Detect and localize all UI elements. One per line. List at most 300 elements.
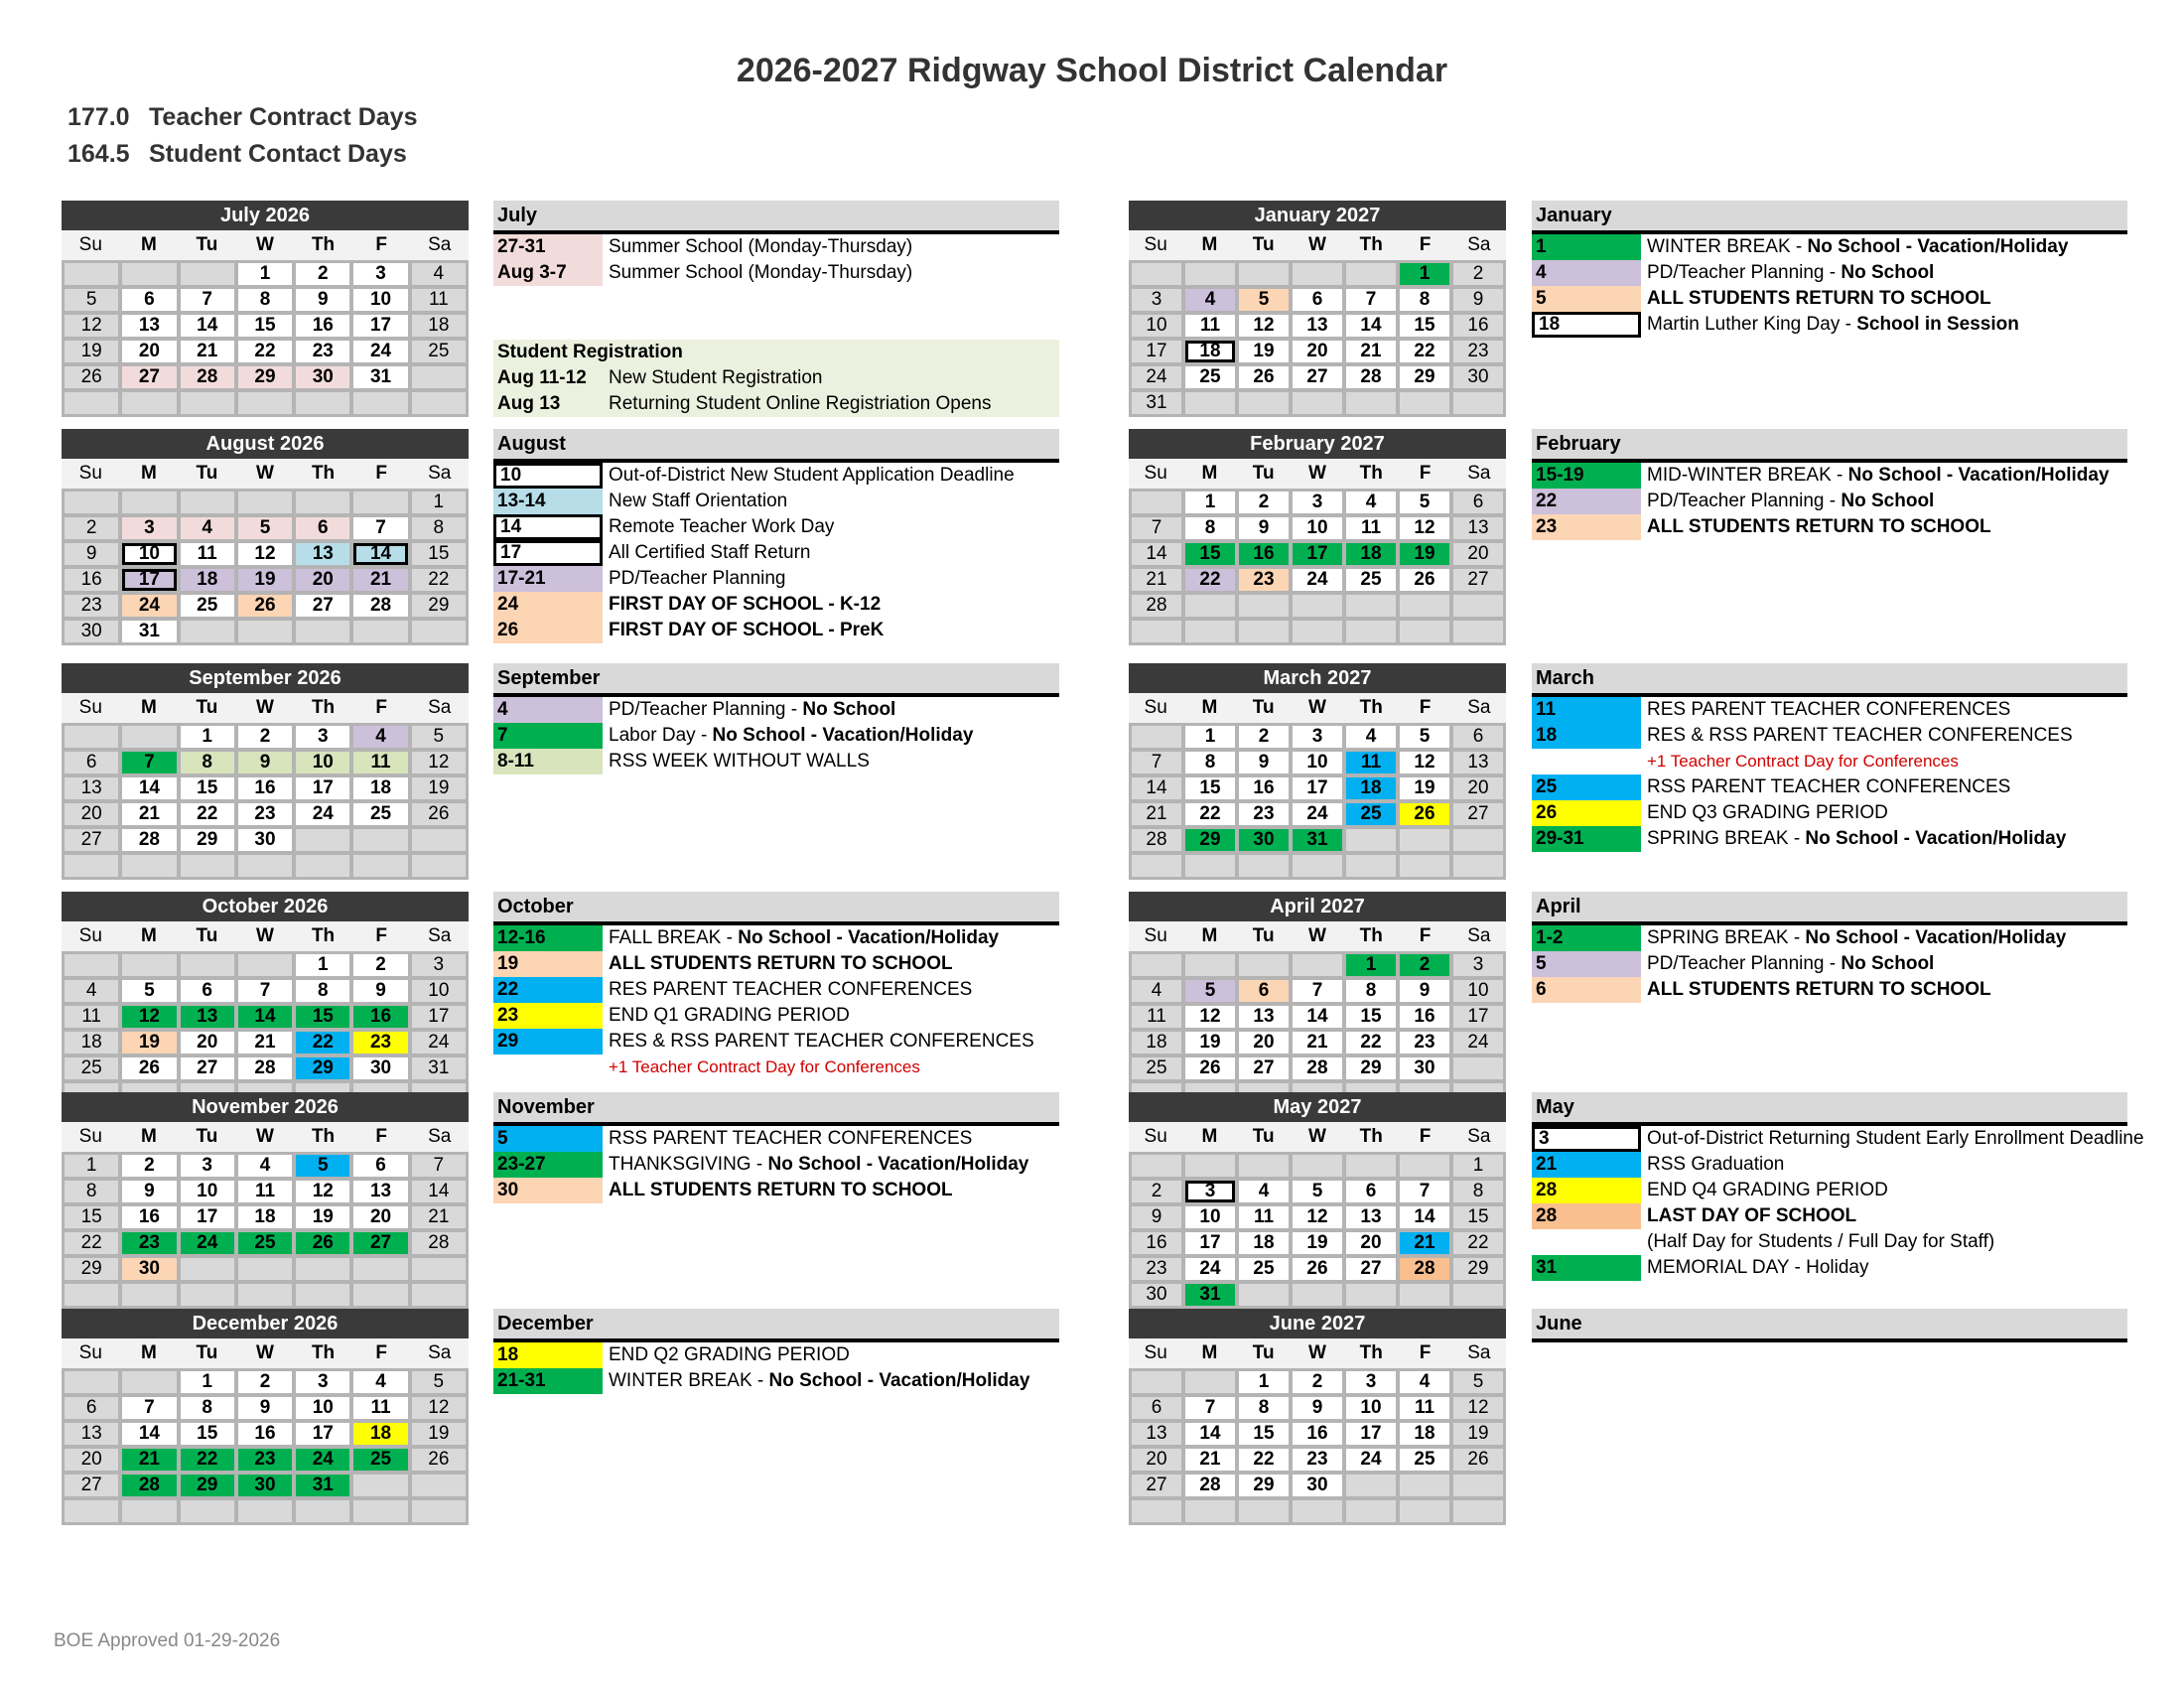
day-cell[interactable]: 9	[1453, 289, 1503, 311]
day-cell[interactable]: 5	[122, 980, 176, 1002]
day-cell[interactable]: 25	[65, 1057, 118, 1079]
day-cell[interactable]: 4	[1400, 1371, 1449, 1393]
day-cell[interactable]: 11	[1400, 1397, 1449, 1419]
day-cell[interactable]: 10	[353, 289, 407, 311]
day-cell[interactable]: 18	[1239, 1232, 1289, 1254]
day-cell[interactable]: 16	[353, 1006, 407, 1028]
day-cell[interactable]: 19	[1400, 543, 1449, 565]
day-cell[interactable]: 9	[1400, 980, 1449, 1002]
day-cell[interactable]: 2	[122, 1155, 176, 1177]
day-cell[interactable]: 9	[353, 980, 407, 1002]
day-cell[interactable]: 19	[238, 569, 292, 591]
day-cell[interactable]: 31	[296, 1475, 349, 1496]
day-cell[interactable]: 27	[1453, 569, 1503, 591]
day-cell[interactable]: 30	[1400, 1057, 1449, 1079]
day-cell[interactable]: 23	[238, 1449, 292, 1471]
day-cell[interactable]: 9	[1239, 517, 1289, 539]
day-cell[interactable]: 7	[1293, 980, 1342, 1002]
day-cell[interactable]: 26	[65, 366, 118, 388]
day-cell[interactable]: 12	[238, 543, 292, 565]
day-cell[interactable]: 28	[1132, 595, 1181, 617]
day-cell[interactable]: 28	[353, 595, 407, 617]
day-cell[interactable]: 3	[412, 954, 466, 976]
day-cell[interactable]: 1	[1185, 726, 1235, 748]
day-cell[interactable]: 26	[412, 803, 466, 825]
day-cell[interactable]: 24	[353, 341, 407, 362]
day-cell[interactable]: 7	[353, 517, 407, 539]
day-cell[interactable]: 11	[1185, 315, 1235, 337]
day-cell[interactable]: 14	[122, 1423, 176, 1445]
day-cell[interactable]: 25	[1346, 803, 1396, 825]
day-cell[interactable]: 10	[412, 980, 466, 1002]
day-cell[interactable]: 21	[1132, 803, 1181, 825]
day-cell[interactable]: 23	[1239, 803, 1289, 825]
day-cell[interactable]: 3	[296, 726, 349, 748]
day-cell[interactable]: 30	[122, 1258, 176, 1280]
day-cell[interactable]: 23	[1453, 341, 1503, 362]
day-cell[interactable]: 9	[1132, 1206, 1181, 1228]
day-cell[interactable]: 10	[1293, 517, 1342, 539]
day-cell[interactable]: 21	[1400, 1232, 1449, 1254]
day-cell[interactable]: 20	[181, 1032, 234, 1054]
day-cell[interactable]: 2	[1132, 1181, 1181, 1202]
day-cell[interactable]: 19	[1400, 777, 1449, 799]
day-cell[interactable]: 15	[181, 777, 234, 799]
day-cell[interactable]: 3	[181, 1155, 234, 1177]
day-cell[interactable]: 7	[122, 1397, 176, 1419]
day-cell[interactable]: 29	[1400, 366, 1449, 388]
day-cell[interactable]: 12	[412, 752, 466, 774]
day-cell[interactable]: 24	[1293, 803, 1342, 825]
day-cell[interactable]: 26	[238, 595, 292, 617]
day-cell[interactable]: 16	[1293, 1423, 1342, 1445]
day-cell[interactable]: 12	[65, 315, 118, 337]
day-cell[interactable]: 22	[181, 1449, 234, 1471]
day-cell[interactable]: 4	[238, 1155, 292, 1177]
day-cell[interactable]: 30	[238, 1475, 292, 1496]
day-cell[interactable]: 14	[412, 1181, 466, 1202]
day-cell[interactable]: 10	[181, 1181, 234, 1202]
day-cell[interactable]: 8	[1239, 1397, 1289, 1419]
day-cell[interactable]: 26	[1185, 1057, 1235, 1079]
day-cell[interactable]: 9	[122, 1181, 176, 1202]
day-cell[interactable]: 18	[181, 569, 234, 591]
day-cell[interactable]: 18	[353, 777, 407, 799]
day-cell[interactable]: 5	[296, 1155, 349, 1177]
day-cell[interactable]: 19	[412, 1423, 466, 1445]
day-cell[interactable]: 11	[1346, 517, 1396, 539]
day-cell[interactable]: 20	[296, 569, 349, 591]
day-cell[interactable]: 25	[1400, 1449, 1449, 1471]
day-cell[interactable]: 1	[1453, 1155, 1503, 1177]
day-cell[interactable]: 10	[122, 543, 176, 565]
day-cell[interactable]: 11	[412, 289, 466, 311]
day-cell[interactable]: 17	[412, 1006, 466, 1028]
day-cell[interactable]: 5	[412, 1371, 466, 1393]
day-cell[interactable]: 23	[1239, 569, 1289, 591]
day-cell[interactable]: 4	[1185, 289, 1235, 311]
day-cell[interactable]: 25	[353, 803, 407, 825]
day-cell[interactable]: 22	[1185, 803, 1235, 825]
day-cell[interactable]: 14	[353, 543, 407, 565]
day-cell[interactable]: 26	[296, 1232, 349, 1254]
day-cell[interactable]: 12	[412, 1397, 466, 1419]
day-cell[interactable]: 15	[65, 1206, 118, 1228]
day-cell[interactable]: 23	[1293, 1449, 1342, 1471]
day-cell[interactable]: 25	[1185, 366, 1235, 388]
day-cell[interactable]: 15	[1239, 1423, 1289, 1445]
day-cell[interactable]: 17	[1453, 1006, 1503, 1028]
day-cell[interactable]: 24	[1346, 1449, 1396, 1471]
day-cell[interactable]: 9	[65, 543, 118, 565]
day-cell[interactable]: 27	[181, 1057, 234, 1079]
day-cell[interactable]: 27	[1346, 1258, 1396, 1280]
day-cell[interactable]: 12	[1400, 517, 1449, 539]
day-cell[interactable]: 6	[65, 1397, 118, 1419]
day-cell[interactable]: 15	[1400, 315, 1449, 337]
day-cell[interactable]: 17	[296, 1423, 349, 1445]
day-cell[interactable]: 31	[353, 366, 407, 388]
day-cell[interactable]: 10	[1346, 1397, 1396, 1419]
day-cell[interactable]: 20	[1346, 1232, 1396, 1254]
day-cell[interactable]: 31	[1185, 1284, 1235, 1306]
day-cell[interactable]: 18	[1346, 543, 1396, 565]
day-cell[interactable]: 8	[181, 1397, 234, 1419]
day-cell[interactable]: 7	[1346, 289, 1396, 311]
day-cell[interactable]: 13	[353, 1181, 407, 1202]
day-cell[interactable]: 18	[1132, 1032, 1181, 1054]
day-cell[interactable]: 2	[1239, 492, 1289, 513]
day-cell[interactable]: 24	[1132, 366, 1181, 388]
day-cell[interactable]: 1	[1185, 492, 1235, 513]
day-cell[interactable]: 15	[1185, 543, 1235, 565]
day-cell[interactable]: 10	[1185, 1206, 1235, 1228]
day-cell[interactable]: 27	[1293, 366, 1342, 388]
day-cell[interactable]: 22	[1400, 341, 1449, 362]
day-cell[interactable]: 25	[1239, 1258, 1289, 1280]
day-cell[interactable]: 29	[1453, 1258, 1503, 1280]
day-cell[interactable]: 4	[181, 517, 234, 539]
day-cell[interactable]: 30	[1293, 1475, 1342, 1496]
day-cell[interactable]: 12	[296, 1181, 349, 1202]
day-cell[interactable]: 30	[1132, 1284, 1181, 1306]
day-cell[interactable]: 9	[296, 289, 349, 311]
day-cell[interactable]: 11	[65, 1006, 118, 1028]
day-cell[interactable]: 3	[296, 1371, 349, 1393]
day-cell[interactable]: 12	[1239, 315, 1289, 337]
day-cell[interactable]: 21	[122, 803, 176, 825]
day-cell[interactable]: 19	[1453, 1423, 1503, 1445]
day-cell[interactable]: 12	[1293, 1206, 1342, 1228]
day-cell[interactable]: 23	[296, 341, 349, 362]
day-cell[interactable]: 13	[296, 543, 349, 565]
day-cell[interactable]: 5	[1185, 980, 1235, 1002]
day-cell[interactable]: 23	[65, 595, 118, 617]
day-cell[interactable]: 24	[122, 595, 176, 617]
day-cell[interactable]: 11	[353, 752, 407, 774]
day-cell[interactable]: 20	[1453, 777, 1503, 799]
day-cell[interactable]: 19	[1293, 1232, 1342, 1254]
day-cell[interactable]: 22	[238, 341, 292, 362]
day-cell[interactable]: 6	[1293, 289, 1342, 311]
day-cell[interactable]: 23	[238, 803, 292, 825]
day-cell[interactable]: 28	[122, 829, 176, 851]
day-cell[interactable]: 27	[1239, 1057, 1289, 1079]
day-cell[interactable]: 28	[122, 1475, 176, 1496]
day-cell[interactable]: 25	[353, 1449, 407, 1471]
day-cell[interactable]: 20	[1132, 1449, 1181, 1471]
day-cell[interactable]: 1	[1346, 954, 1396, 976]
day-cell[interactable]: 29	[181, 829, 234, 851]
day-cell[interactable]: 5	[412, 726, 466, 748]
day-cell[interactable]: 28	[1293, 1057, 1342, 1079]
day-cell[interactable]: 21	[353, 569, 407, 591]
day-cell[interactable]: 17	[353, 315, 407, 337]
day-cell[interactable]: 30	[353, 1057, 407, 1079]
day-cell[interactable]: 26	[122, 1057, 176, 1079]
day-cell[interactable]: 5	[1453, 1371, 1503, 1393]
day-cell[interactable]: 10	[296, 752, 349, 774]
day-cell[interactable]: 20	[122, 341, 176, 362]
day-cell[interactable]: 30	[65, 621, 118, 642]
day-cell[interactable]: 7	[1400, 1181, 1449, 1202]
day-cell[interactable]: 2	[238, 1371, 292, 1393]
day-cell[interactable]: 19	[1239, 341, 1289, 362]
day-cell[interactable]: 3	[1185, 1181, 1235, 1202]
day-cell[interactable]: 14	[122, 777, 176, 799]
day-cell[interactable]: 16	[65, 569, 118, 591]
day-cell[interactable]: 15	[412, 543, 466, 565]
day-cell[interactable]: 7	[181, 289, 234, 311]
day-cell[interactable]: 4	[1132, 980, 1181, 1002]
day-cell[interactable]: 10	[1293, 752, 1342, 774]
day-cell[interactable]: 2	[296, 263, 349, 285]
day-cell[interactable]: 16	[1453, 315, 1503, 337]
day-cell[interactable]: 1	[181, 1371, 234, 1393]
day-cell[interactable]: 17	[122, 569, 176, 591]
day-cell[interactable]: 5	[1239, 289, 1289, 311]
day-cell[interactable]: 4	[1346, 492, 1396, 513]
day-cell[interactable]: 6	[1239, 980, 1289, 1002]
day-cell[interactable]: 2	[1293, 1371, 1342, 1393]
day-cell[interactable]: 10	[1132, 315, 1181, 337]
day-cell[interactable]: 24	[1453, 1032, 1503, 1054]
day-cell[interactable]: 16	[238, 777, 292, 799]
day-cell[interactable]: 26	[1400, 569, 1449, 591]
day-cell[interactable]: 16	[1400, 1006, 1449, 1028]
day-cell[interactable]: 8	[238, 289, 292, 311]
day-cell[interactable]: 17	[1185, 1232, 1235, 1254]
day-cell[interactable]: 24	[1185, 1258, 1235, 1280]
day-cell[interactable]: 12	[1185, 1006, 1235, 1028]
day-cell[interactable]: 25	[1346, 569, 1396, 591]
day-cell[interactable]: 3	[1346, 1371, 1396, 1393]
day-cell[interactable]: 5	[1400, 492, 1449, 513]
day-cell[interactable]: 24	[412, 1032, 466, 1054]
day-cell[interactable]: 10	[296, 1397, 349, 1419]
day-cell[interactable]: 6	[1346, 1181, 1396, 1202]
day-cell[interactable]: 29	[1185, 829, 1235, 851]
day-cell[interactable]: 1	[238, 263, 292, 285]
day-cell[interactable]: 19	[412, 777, 466, 799]
day-cell[interactable]: 18	[1346, 777, 1396, 799]
day-cell[interactable]: 7	[122, 752, 176, 774]
day-cell[interactable]: 1	[1239, 1371, 1289, 1393]
day-cell[interactable]: 4	[1239, 1181, 1289, 1202]
day-cell[interactable]: 20	[1239, 1032, 1289, 1054]
day-cell[interactable]: 30	[1453, 366, 1503, 388]
day-cell[interactable]: 12	[122, 1006, 176, 1028]
day-cell[interactable]: 13	[1239, 1006, 1289, 1028]
day-cell[interactable]: 23	[1400, 1032, 1449, 1054]
day-cell[interactable]: 28	[1185, 1475, 1235, 1496]
day-cell[interactable]: 2	[65, 517, 118, 539]
day-cell[interactable]: 3	[1293, 726, 1342, 748]
day-cell[interactable]: 27	[1453, 803, 1503, 825]
day-cell[interactable]: 6	[1453, 492, 1503, 513]
day-cell[interactable]: 17	[1293, 543, 1342, 565]
day-cell[interactable]: 21	[1132, 569, 1181, 591]
day-cell[interactable]: 28	[412, 1232, 466, 1254]
day-cell[interactable]: 31	[412, 1057, 466, 1079]
day-cell[interactable]: 2	[1453, 263, 1503, 285]
day-cell[interactable]: 15	[1453, 1206, 1503, 1228]
day-cell[interactable]: 28	[181, 366, 234, 388]
day-cell[interactable]: 27	[296, 595, 349, 617]
day-cell[interactable]: 31	[122, 621, 176, 642]
day-cell[interactable]: 13	[65, 1423, 118, 1445]
day-cell[interactable]: 21	[412, 1206, 466, 1228]
day-cell[interactable]: 18	[353, 1423, 407, 1445]
day-cell[interactable]: 22	[412, 569, 466, 591]
day-cell[interactable]: 24	[296, 803, 349, 825]
day-cell[interactable]: 1	[65, 1155, 118, 1177]
day-cell[interactable]: 17	[1346, 1423, 1396, 1445]
day-cell[interactable]: 14	[1185, 1423, 1235, 1445]
day-cell[interactable]: 28	[1132, 829, 1181, 851]
day-cell[interactable]: 3	[122, 517, 176, 539]
day-cell[interactable]: 20	[353, 1206, 407, 1228]
day-cell[interactable]: 21	[1185, 1449, 1235, 1471]
day-cell[interactable]: 27	[1132, 1475, 1181, 1496]
day-cell[interactable]: 23	[353, 1032, 407, 1054]
day-cell[interactable]: 11	[1239, 1206, 1289, 1228]
day-cell[interactable]: 6	[1453, 726, 1503, 748]
day-cell[interactable]: 13	[122, 315, 176, 337]
day-cell[interactable]: 25	[238, 1232, 292, 1254]
day-cell[interactable]: 26	[1400, 803, 1449, 825]
day-cell[interactable]: 27	[353, 1232, 407, 1254]
day-cell[interactable]: 16	[296, 315, 349, 337]
day-cell[interactable]: 12	[1453, 1397, 1503, 1419]
day-cell[interactable]: 11	[1346, 752, 1396, 774]
day-cell[interactable]: 18	[1400, 1423, 1449, 1445]
day-cell[interactable]: 8	[412, 517, 466, 539]
day-cell[interactable]: 26	[1239, 366, 1289, 388]
day-cell[interactable]: 30	[296, 366, 349, 388]
day-cell[interactable]: 9	[1293, 1397, 1342, 1419]
day-cell[interactable]: 29	[296, 1057, 349, 1079]
day-cell[interactable]: 29	[412, 595, 466, 617]
day-cell[interactable]: 16	[1239, 777, 1289, 799]
day-cell[interactable]: 1	[1400, 263, 1449, 285]
day-cell[interactable]: 2	[1239, 726, 1289, 748]
day-cell[interactable]: 3	[1453, 954, 1503, 976]
day-cell[interactable]: 24	[181, 1232, 234, 1254]
day-cell[interactable]: 14	[1132, 543, 1181, 565]
day-cell[interactable]: 22	[181, 803, 234, 825]
day-cell[interactable]: 8	[296, 980, 349, 1002]
day-cell[interactable]: 1	[412, 492, 466, 513]
day-cell[interactable]: 6	[181, 980, 234, 1002]
day-cell[interactable]: 5	[238, 517, 292, 539]
day-cell[interactable]: 6	[296, 517, 349, 539]
day-cell[interactable]: 12	[1400, 752, 1449, 774]
day-cell[interactable]: 8	[1453, 1181, 1503, 1202]
day-cell[interactable]: 31	[1132, 392, 1181, 414]
day-cell[interactable]: 6	[353, 1155, 407, 1177]
day-cell[interactable]: 21	[1346, 341, 1396, 362]
day-cell[interactable]: 15	[1346, 1006, 1396, 1028]
day-cell[interactable]: 5	[65, 289, 118, 311]
day-cell[interactable]: 25	[181, 595, 234, 617]
day-cell[interactable]: 5	[1400, 726, 1449, 748]
day-cell[interactable]: 19	[296, 1206, 349, 1228]
day-cell[interactable]: 28	[1400, 1258, 1449, 1280]
day-cell[interactable]: 11	[238, 1181, 292, 1202]
day-cell[interactable]: 6	[65, 752, 118, 774]
day-cell[interactable]: 22	[296, 1032, 349, 1054]
day-cell[interactable]: 11	[353, 1397, 407, 1419]
day-cell[interactable]: 1	[181, 726, 234, 748]
day-cell[interactable]: 4	[353, 726, 407, 748]
day-cell[interactable]: 21	[1293, 1032, 1342, 1054]
day-cell[interactable]: 2	[353, 954, 407, 976]
day-cell[interactable]: 22	[1239, 1449, 1289, 1471]
day-cell[interactable]: 20	[1453, 543, 1503, 565]
day-cell[interactable]: 11	[1132, 1006, 1181, 1028]
day-cell[interactable]: 7	[1132, 517, 1181, 539]
day-cell[interactable]: 21	[122, 1449, 176, 1471]
day-cell[interactable]: 2	[238, 726, 292, 748]
day-cell[interactable]: 13	[1293, 315, 1342, 337]
day-cell[interactable]: 15	[1185, 777, 1235, 799]
day-cell[interactable]: 29	[238, 366, 292, 388]
day-cell[interactable]: 5	[1293, 1181, 1342, 1202]
day-cell[interactable]: 26	[1293, 1258, 1342, 1280]
day-cell[interactable]: 25	[412, 341, 466, 362]
day-cell[interactable]: 13	[181, 1006, 234, 1028]
day-cell[interactable]: 26	[1453, 1449, 1503, 1471]
day-cell[interactable]: 18	[65, 1032, 118, 1054]
day-cell[interactable]: 8	[181, 752, 234, 774]
day-cell[interactable]: 14	[181, 315, 234, 337]
day-cell[interactable]: 30	[1239, 829, 1289, 851]
day-cell[interactable]: 15	[238, 315, 292, 337]
day-cell[interactable]: 22	[1185, 569, 1235, 591]
day-cell[interactable]: 9	[238, 1397, 292, 1419]
day-cell[interactable]: 18	[1185, 341, 1235, 362]
day-cell[interactable]: 25	[1132, 1057, 1181, 1079]
day-cell[interactable]: 13	[1453, 752, 1503, 774]
day-cell[interactable]: 31	[1293, 829, 1342, 851]
day-cell[interactable]: 8	[1346, 980, 1396, 1002]
day-cell[interactable]: 11	[181, 543, 234, 565]
day-cell[interactable]: 15	[296, 1006, 349, 1028]
day-cell[interactable]: 24	[296, 1449, 349, 1471]
day-cell[interactable]: 27	[65, 829, 118, 851]
day-cell[interactable]: 20	[65, 803, 118, 825]
